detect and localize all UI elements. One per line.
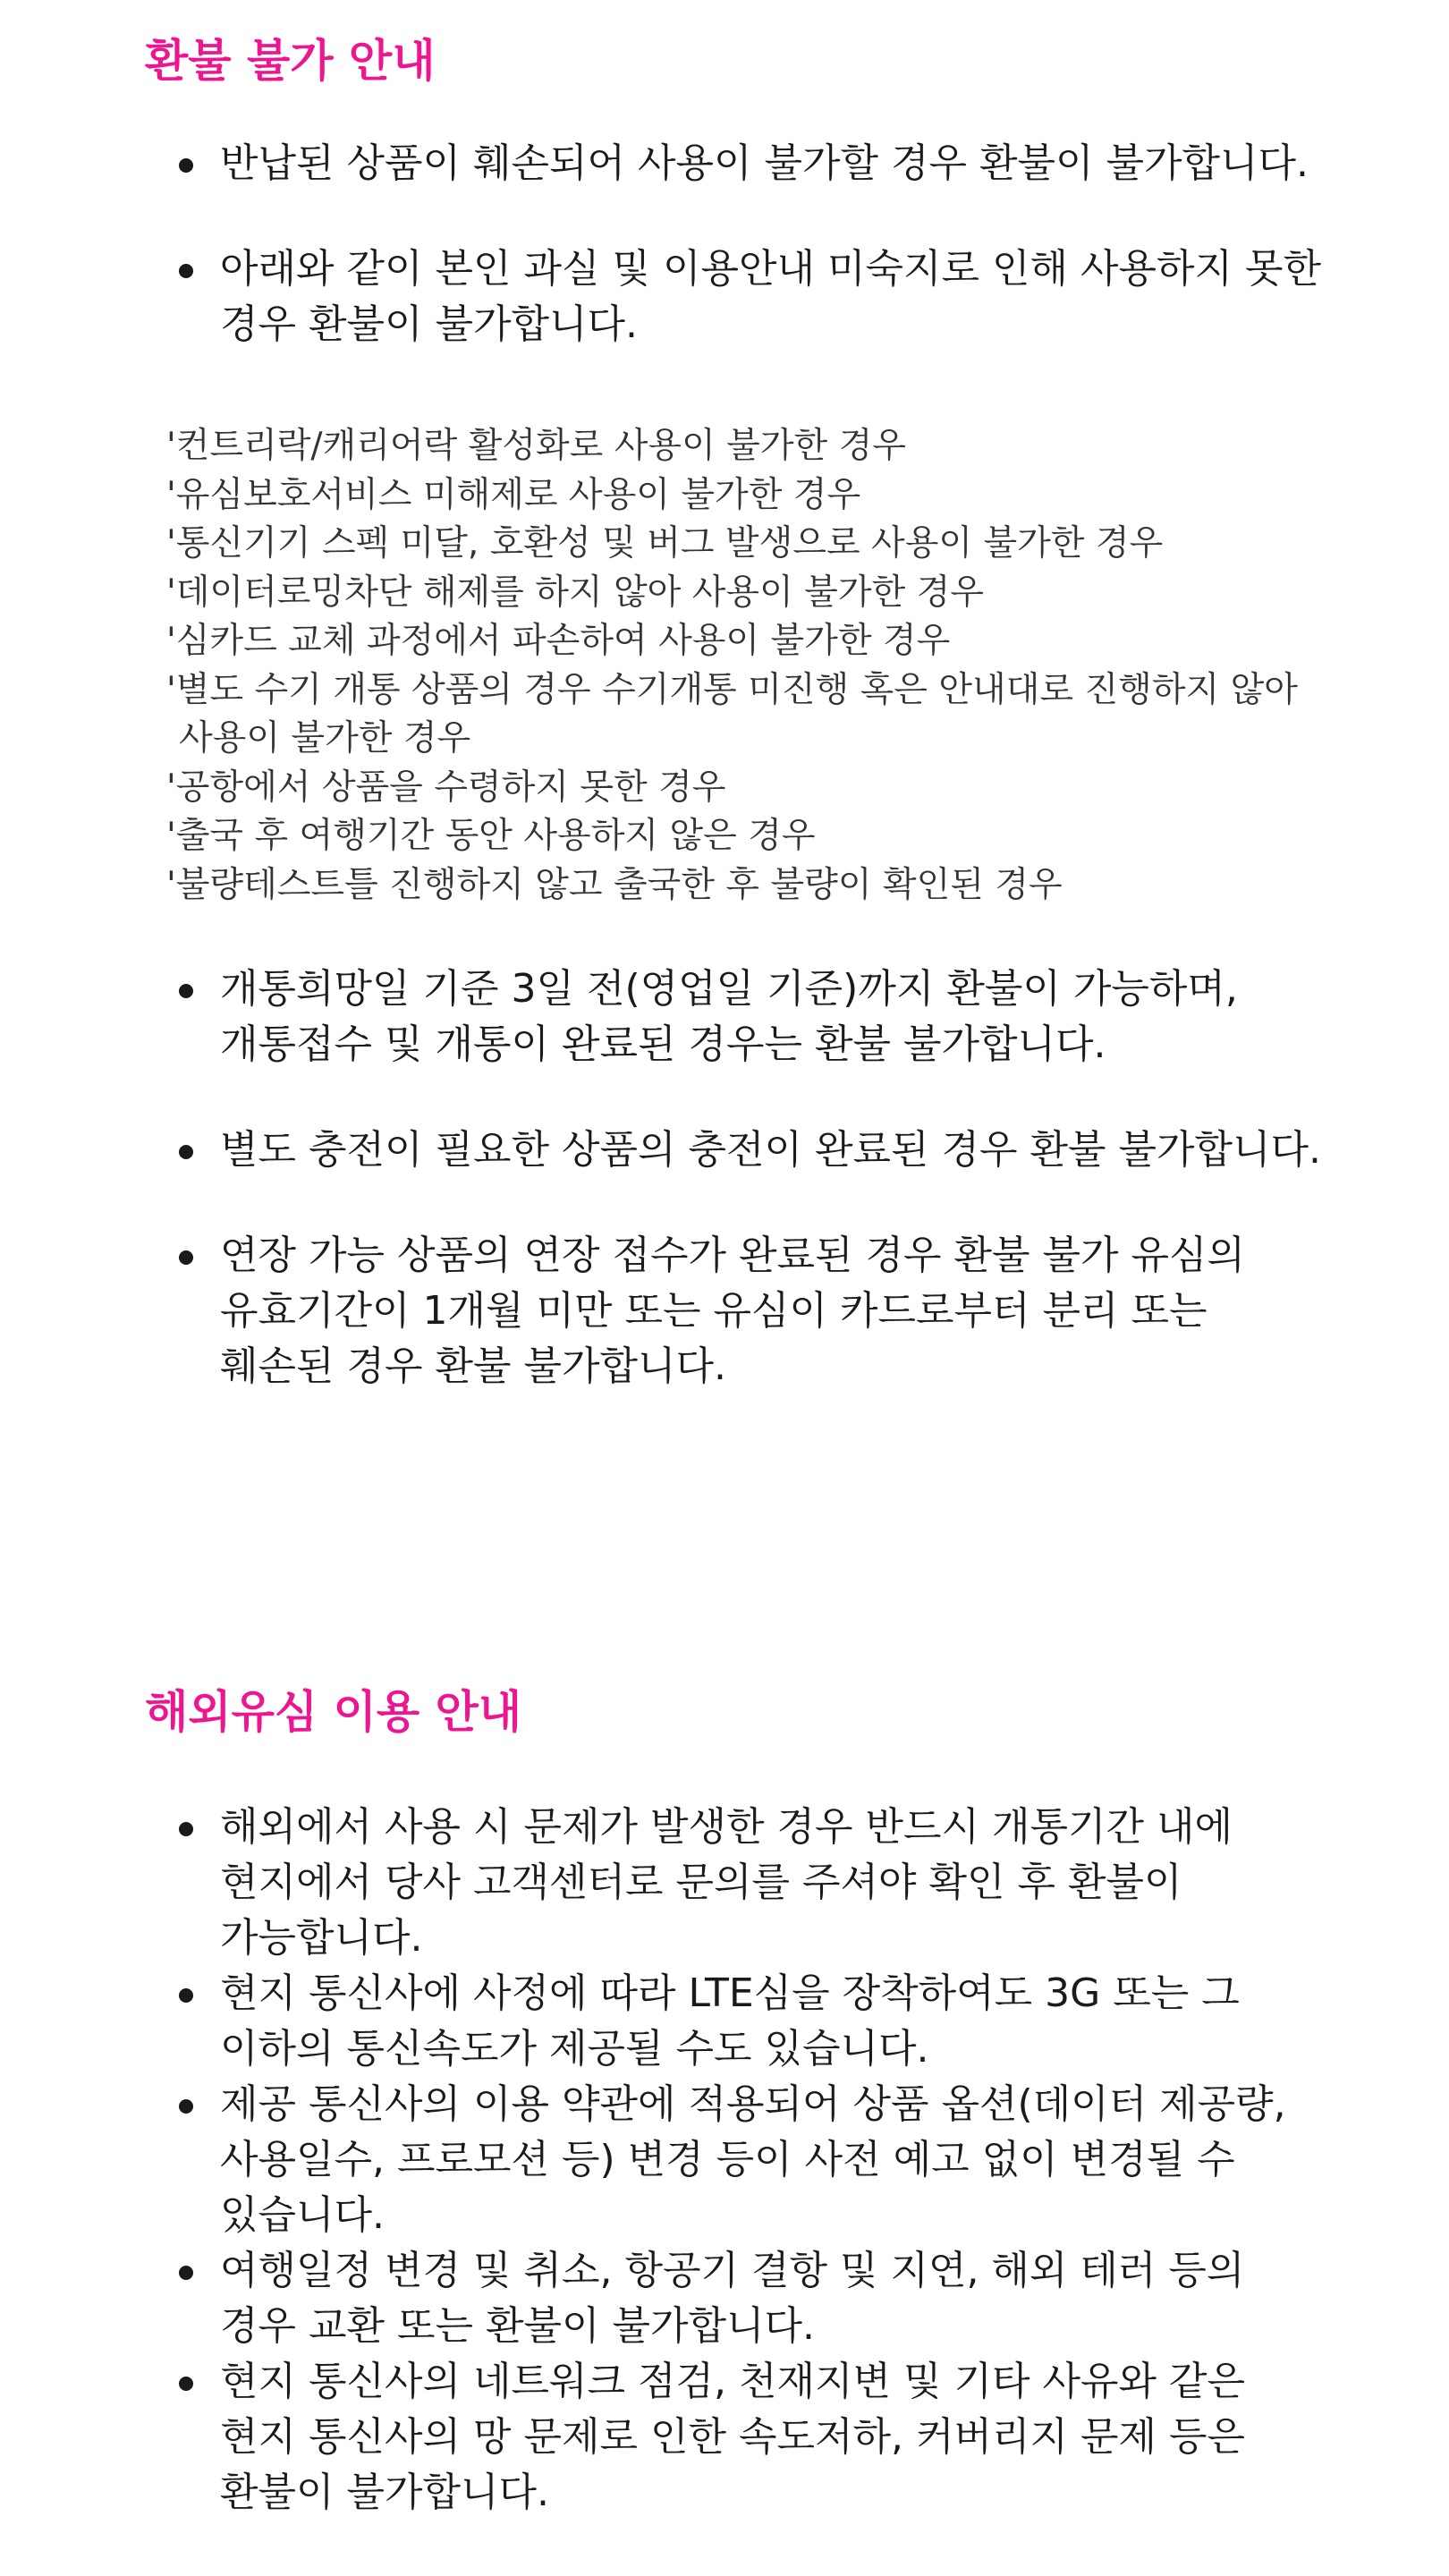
bullet-dot [179, 984, 193, 998]
usage-item-speed [0, 1966, 1329, 2077]
refund-item-text: 별도 충전이 필요한 상품의 충전이 완료된 경우 환불 불가합니다. [220, 1127, 1321, 1173]
refund-item-text: 아래와 같이 본인 과실 및 이용안내 미숙지로 인해 사용하지 못한 경우 환불이 불가합니다. [220, 246, 1321, 347]
note-item: '컨트리락/캐리어락 활성화로 사용이 불가한 경우 [166, 426, 906, 466]
usage-item-network [0, 2354, 1329, 2521]
usage-item-text: 현지 통신사에 사정에 따라 LTE심을 장착하여도 3G 또는 그 이하의 통신속도가 제공될 수도 있습니다. [220, 1970, 1240, 2072]
refund-list-a [0, 136, 1449, 352]
refund-item-damaged [0, 136, 1329, 191]
bullet-dot [179, 1822, 193, 1836]
note-item: '공항에서 상품을 수령하지 못한 경우 [166, 767, 726, 808]
refund-item-text: 연장 가능 상품의 연장 접수가 완료된 경우 환불 불가 유심의 유효기간이 1개월 미만 또는 유심이 카드로부터 분리 또는 훼손된 경우 환불 불가합니다. [220, 1233, 1245, 1389]
bullet-dot [179, 264, 193, 278]
refund-section-title: 환불 불가 안내 [145, 35, 436, 87]
usage-item-text: 해외에서 사용 시 문제가 발생한 경우 반드시 개통기간 내에 현지에서 당사 고객센터로 문의를 주셔야 확인 후 환불이 가능합니다. [220, 1804, 1233, 1961]
note-item: '유심보호서비스 미해제로 사용이 불가한 경우 [166, 474, 861, 515]
note-item: '데이터로밍차단 해제를 하지 않아 사용이 불가한 경우 [166, 572, 984, 613]
usage-item-text: 제공 통신사의 이용 약관에 적용되어 상품 옵션(데이터 제공량, 사용일수, 프로모션 등) 변경 등이 사전 예고 없이 변경될 수 있습니다. [220, 2081, 1286, 2238]
note-item: '심카드 교체 과정에서 파손하여 사용이 불가한 경우 [166, 621, 951, 661]
refund-item-text: 개통희망일 기준 3일 전(영업일 기준)까지 환불이 가능하며, 개통접수 및 개통이 완료된 경우는 환불 불가합니다. [220, 966, 1238, 1067]
note-item: '별도 수기 개통 상품의 경우 수기개통 미진행 혹은 안내대로 진행하지 않아 사용이 불가한 경우 [166, 669, 1298, 758]
usage-section-title: 해외유심 이용 안내 [145, 1686, 522, 1738]
refund-list-b [0, 962, 1449, 1394]
refund-item-recharge [0, 1123, 1329, 1178]
bullet-dot [179, 2099, 193, 2114]
bullet-dot [179, 1250, 193, 1265]
usage-item-text: 현지 통신사의 네트워크 점검, 천재지변 및 기타 사유와 같은 현지 통신사의 망 문제로 인한 속도저하, 커버리지 문제 등은 환불이 불가합니다. [220, 2359, 1245, 2515]
usage-item-travel-change [0, 2243, 1329, 2354]
refund-item-text: 반납된 상품이 훼손되어 사용이 불가할 경우 환불이 불가합니다. [220, 140, 1309, 186]
refund-notes-list [166, 422, 1329, 910]
refund-item-deadline [0, 962, 1329, 1072]
refund-item-user-fault [0, 242, 1329, 352]
bullet-dot [179, 1145, 193, 1159]
bullet-dot [179, 2377, 193, 2391]
usage-item-terms [0, 2077, 1329, 2243]
bullet-dot [179, 1988, 193, 2003]
note-item: '통신기기 스펙 미달, 호환성 및 버그 발생으로 사용이 불가한 경우 [166, 523, 1164, 564]
usage-item-support [0, 1800, 1329, 1966]
bullet-dot [179, 158, 193, 173]
usage-list [0, 1800, 1449, 2521]
usage-item-text: 여행일정 변경 및 취소, 항공기 결항 및 지연, 해외 테러 등의 경우 교환 또는 환불이 불가합니다. [220, 2248, 1245, 2349]
note-item: '불량테스트틀 진행하지 않고 출국한 후 불량이 확인된 경우 [166, 864, 1063, 905]
note-item: '출국 후 여행기간 동안 사용하지 않은 경우 [166, 816, 816, 856]
refund-item-extension [0, 1228, 1329, 1394]
bullet-dot [179, 2266, 193, 2280]
